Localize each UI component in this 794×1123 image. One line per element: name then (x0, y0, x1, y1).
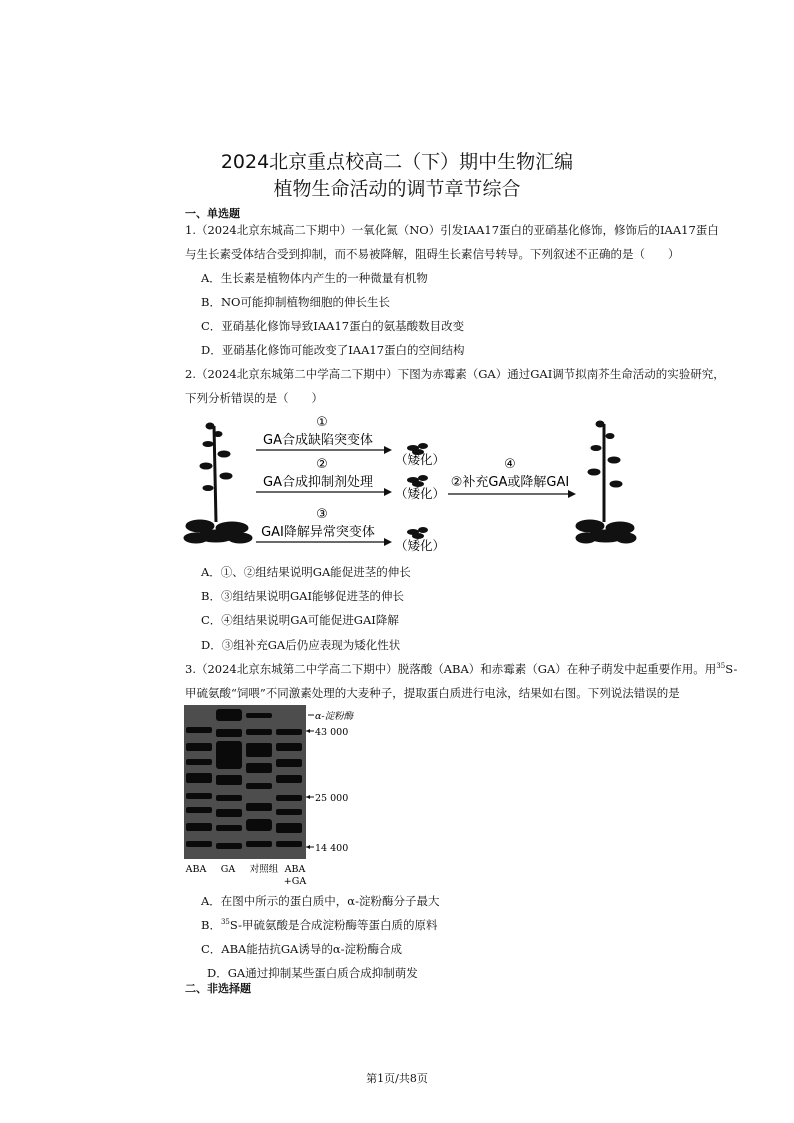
lane-label-aba-ga-2: +GA (283, 876, 307, 887)
label-dwarf-1: （矮化） (394, 452, 446, 467)
q3-option-a: A．在图中所示的蛋白质中，α-淀粉酶分子最大 (201, 894, 440, 908)
label-num-3: ③ (316, 507, 328, 522)
q1-option-c: C．亚硝基化修饰导致IAA17蛋白的氨基酸数目改变 (201, 319, 465, 333)
q3-option-b: B．$^{35}$S-甲硫氨酸是合成淀粉酶等蛋白质的原料 (201, 918, 438, 932)
q2-stem-line2: 下列分析错误的是（ ） (185, 391, 323, 405)
q1-stem-line2: 与生长素受体结合受到抑制，而不易被降解，阻碍生长素信号转导。下列叙述不正确的是（ ） (185, 247, 680, 261)
lane-label-control: 对照组 (249, 864, 279, 875)
tall-plant-right-icon (576, 421, 636, 543)
page-title: 2024北京重点校高二（下）期中生物汇编 (220, 151, 574, 173)
lane-label-ga: GA (220, 864, 236, 875)
q2-option-c: C．④组结果说明GA可能促进GAI降解 (201, 613, 399, 627)
arrowhead-3 (384, 538, 392, 546)
label-gai-degradation-mutant: GAI降解异常突变体 (261, 525, 375, 540)
marker-25000: 25 000 (315, 793, 349, 804)
label-supplement-ga: ②补充GA或降解GAI (450, 475, 570, 490)
section-non-choice: 二、非选择题 (185, 982, 251, 995)
q1-option-d: D．亚硝基化修饰可能改变了IAA17蛋白的空间结构 (201, 343, 465, 357)
tall-plant-left-icon (184, 423, 252, 543)
label-ga-deficient-mutant: GA合成缺陷突变体 (263, 433, 373, 448)
arrowhead-4 (568, 490, 576, 498)
arrowhead-2 (384, 488, 392, 496)
electrophoresis-gel-figure (184, 703, 354, 893)
marker-14400: 14 400 (315, 843, 349, 854)
q3-stem-line2: 甲硫氨酸“饲喂”不同激素处理的大麦种子，提取蛋白质进行电泳，结果如右图。下列说法错误的是 (185, 686, 680, 700)
q2-option-a: A．①、②组结果说明GA能促进茎的伸长 (201, 565, 411, 579)
arrowhead-1 (384, 446, 392, 454)
label-dwarf-3: （矮化） (394, 538, 446, 553)
section-single-choice: 一、单选题 (185, 207, 240, 220)
q1-option-a: A．生长素是植物体内产生的一种微量有机物 (201, 271, 428, 285)
label-ga-inhibitor: GA合成抑制剂处理 (263, 475, 373, 490)
marker-43000: 43 000 (315, 727, 349, 738)
q1-option-b: B．NO可能抑制植物细胞的伸长生长 (201, 295, 390, 309)
q2-stem-line1: 2.（2024北京东城第二中学高二下期中）下图为赤霉素（GA）通过GAI调节拟南芥生命活动的实验研究， (185, 367, 725, 381)
ga-gai-experiment-diagram (180, 414, 640, 562)
lane-label-aba-ga: ABA (284, 864, 306, 875)
label-num-1: ① (316, 415, 328, 430)
q3-option-c: C．ABA能拮抗GA诱导的α-淀粉酶合成 (201, 942, 403, 956)
marker-alpha-amylase: α-淀粉酶 (315, 711, 354, 722)
label-dwarf-2: （矮化） (394, 486, 446, 501)
lane-label-aba: ABA (185, 864, 207, 875)
page-footer: 第1页/共8页 (366, 1072, 428, 1085)
q2-option-d: D．③组补充GA后仍应表现为矮化性状 (201, 638, 401, 652)
label-num-4: ④ (504, 457, 516, 472)
q3-option-d: D．GA通过抑制某些蛋白质合成抑制萌发 (207, 966, 418, 980)
q2-option-b: B．③组结果说明GAI能够促进茎的伸长 (201, 589, 404, 603)
label-num-2: ② (316, 457, 328, 472)
page-subtitle: 植物生命活动的调节章节综合 (273, 178, 521, 200)
q3-stem-line1: 3.（2024北京东城第二中学高二下期中）脱落酸（ABA）和赤霉素（GA）在种子萌发中起重要作用。用$^{35}$S- (185, 662, 738, 676)
q1-stem-line1: 1.（2024北京东城高二下期中）一氧化氮（NO）引发IAA17蛋白的亚硝基化修饰，修饰后的IAA17蛋白 (185, 223, 719, 237)
